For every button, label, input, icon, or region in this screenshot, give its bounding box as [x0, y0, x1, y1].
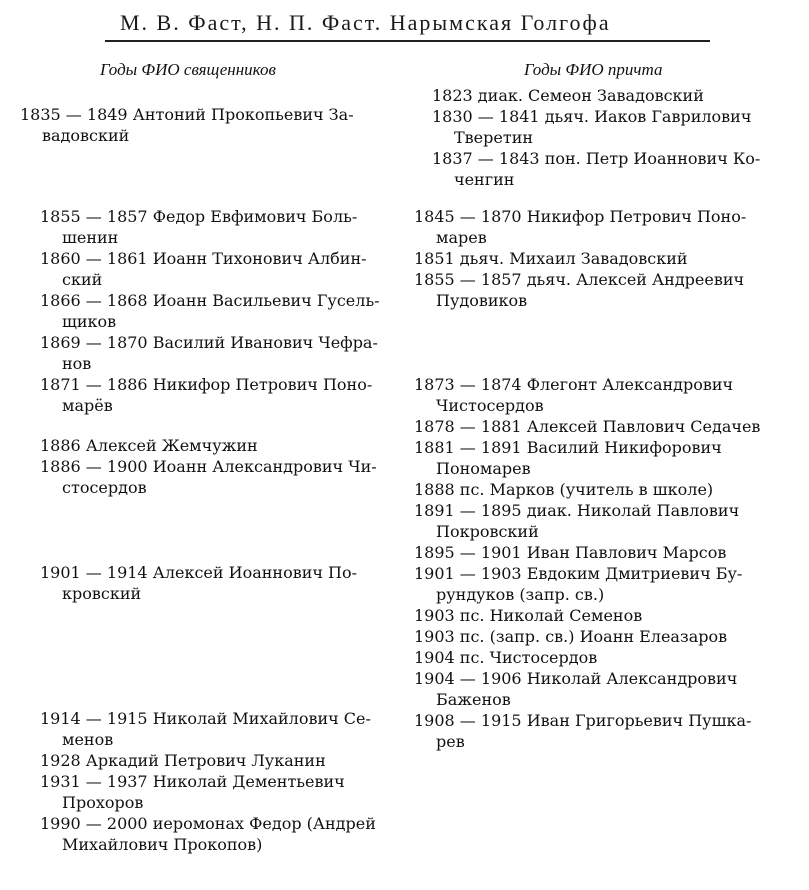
priest-entry-line: 1860 — 1861 Иоанн Тихонович Албин-	[40, 249, 367, 268]
clergy-entry-line: 1855 — 1857 дьяч. Алексей Андреевич	[414, 270, 745, 289]
clergy-entry-line: 1895 — 1901 Иван Павлович Марсов	[414, 543, 727, 562]
priest-entry-line: 1866 — 1868 Иоанн Васильевич Гусель-	[40, 291, 380, 310]
priest-entry-line: стосердов	[62, 478, 147, 497]
priest-entry-line: 1869 — 1870 Василий Иванович Чефра-	[40, 333, 378, 352]
clergy-entry-line: ченгин	[454, 170, 515, 189]
clergy-entry-line: 1908 — 1915 Иван Григорьевич Пушка-	[414, 711, 752, 730]
clergy-entry-line: 1903 пс. Николай Семенов	[414, 606, 643, 625]
clergy-entry-line: Пономарев	[436, 459, 531, 478]
clergy-entry-line: 1823 диак. Семеон Завадовский	[432, 86, 704, 105]
priest-entry-line: Прохоров	[62, 793, 144, 812]
clergy-entry-line: рев	[436, 732, 465, 751]
priest-entry-line: Михайлович Прокопов)	[62, 835, 263, 854]
clergy-entry-line: Покровский	[436, 522, 539, 541]
priest-entry-line: щиков	[62, 312, 117, 331]
clergy-entry-line: Тверетин	[454, 128, 534, 147]
clergy-entry-line: 1891 — 1895 диак. Николай Павлович	[414, 501, 740, 520]
clergy-entry-line: марев	[436, 228, 487, 247]
priest-entry-line: 1855 — 1857 Федор Евфимович Боль-	[40, 207, 358, 226]
page-header: М. В. Фаст, Н. П. Фаст. Нарымская Голгофа	[120, 10, 611, 35]
clergy-entry-line: рундуков (запр. св.)	[436, 585, 605, 604]
priest-entry-line: 1835 — 1849 Антоний Прокопьевич За-	[20, 105, 354, 124]
priest-entry-line: 1901 — 1914 Алексей Иоаннович По-	[40, 563, 358, 582]
clergy-entry-line: 1845 — 1870 Никифор Петрович Поно-	[414, 207, 747, 226]
clergy-entry-line: 1878 — 1881 Алексей Павлович Седачев	[414, 417, 761, 436]
priest-entry-line: 1931 — 1937 Николай Дементьевич	[40, 772, 345, 791]
clergy-entry-line: 1903 пс. (запр. св.) Иоанн Елеазаров	[414, 627, 728, 646]
clergy-entry-line: 1873 — 1874 Флегонт Александрович	[414, 375, 734, 394]
priest-entry-line: нов	[62, 354, 92, 373]
priest-entry-line: кровский	[62, 584, 142, 603]
clergy-entry-line: Чистосердов	[436, 396, 544, 415]
priest-entry-line: вадовский	[42, 126, 130, 145]
priest-entry-line: 1871 — 1886 Никифор Петрович Поно-	[40, 375, 373, 394]
clergy-entry-line: Пудовиков	[436, 291, 528, 310]
clergy-entry-line: 1904 — 1906 Николай Александрович	[414, 669, 738, 688]
priest-entry-line: менов	[62, 730, 114, 749]
priest-entry-line: 1914 — 1915 Николай Михайлович Се-	[40, 709, 371, 728]
right-column-title: Годы ФИО причта	[524, 60, 663, 79]
priest-entry-line: марёв	[62, 396, 113, 415]
priest-entry-line: ский	[62, 270, 103, 289]
clergy-entry-line: 1881 — 1891 Василий Никифорович	[414, 438, 722, 457]
priest-entry-line: 1990 — 2000 иеромонах Федор (Андрей	[40, 814, 376, 833]
clergy-entry-line: 1888 пс. Марков (учитель в школе)	[414, 480, 714, 499]
header-rule	[105, 40, 710, 42]
clergy-entry-line: 1830 — 1841 дьяч. Иаков Гаврилович	[432, 107, 752, 126]
clergy-entry-line: 1851 дьяч. Михаил Завадовский	[414, 249, 688, 268]
left-column-title: Годы ФИО священников	[100, 60, 276, 79]
clergy-entry-line: Баженов	[436, 690, 511, 709]
priest-entry-line: шенин	[62, 228, 119, 247]
priest-entry-line: 1928 Аркадий Петрович Луканин	[40, 751, 326, 770]
clergy-entry-line: 1837 — 1843 пон. Петр Иоаннович Ко-	[432, 149, 761, 168]
clergy-entry-line: 1901 — 1903 Евдоким Дмитриевич Бу-	[414, 564, 743, 583]
clergy-entry-line: 1904 пс. Чистосердов	[414, 648, 598, 667]
priest-entry-line: 1886 — 1900 Иоанн Александрович Чи-	[40, 457, 377, 476]
priest-entry-line: 1886 Алексей Жемчужин	[40, 436, 258, 455]
